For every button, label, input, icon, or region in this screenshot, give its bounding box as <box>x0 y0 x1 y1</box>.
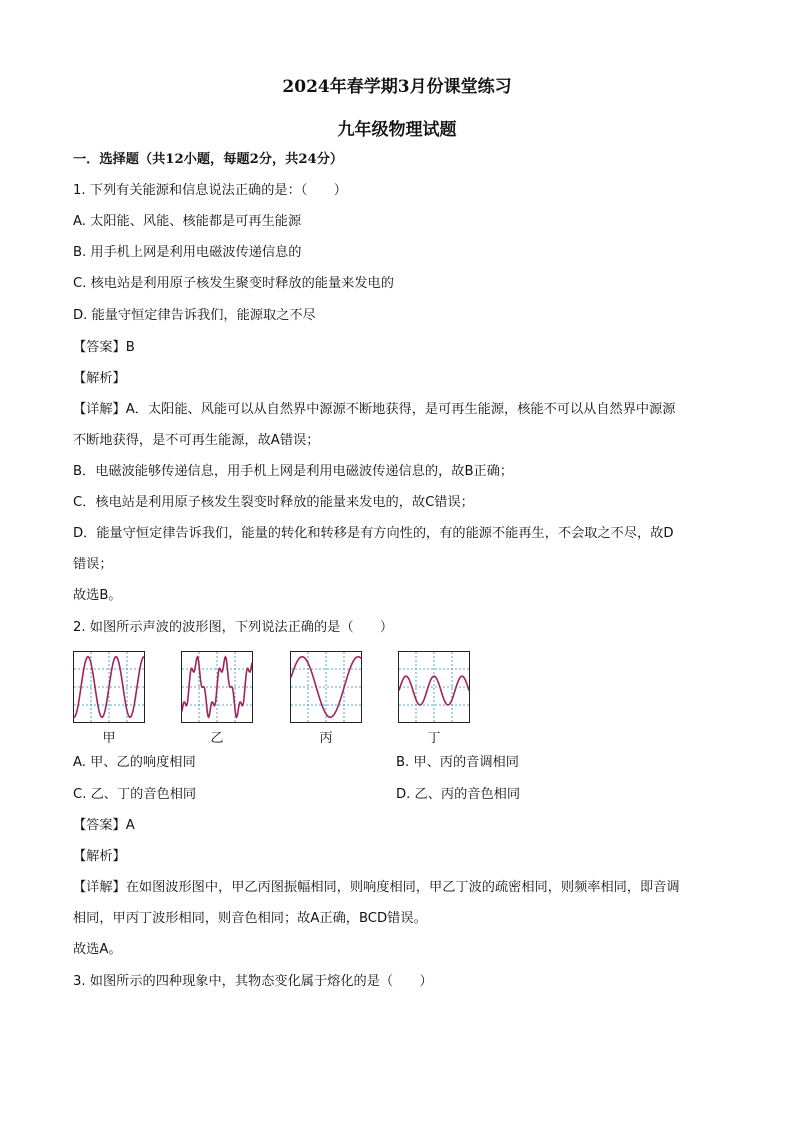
q1-answer: 【答案】B <box>73 340 135 355</box>
figure-label-bing: 丙 <box>319 731 333 746</box>
q1-detail-6: 错误； <box>73 557 113 572</box>
page-subtitle: 九年级物理试题 <box>337 120 457 140</box>
waveform-jia <box>73 651 145 723</box>
q2-detail-1: 【详解】在如图波形图中，甲乙丙图振幅相同，则响度相同，甲乙丁波的疏密相同，则频率相同，即音调 <box>73 880 680 895</box>
waveform-frame <box>399 652 470 723</box>
figure-label-jia: 甲 <box>102 731 116 746</box>
waveform-yi <box>181 651 253 723</box>
q1-detail-2: 不断地获得，是不可再生能源，故A错误； <box>73 433 320 448</box>
page-title: 2024年春学期3月份课堂练习 <box>282 77 512 97</box>
q1-stem: 1. 下列有关能源和信息说法正确的是：（ ） <box>73 183 347 198</box>
q2-option-c: C. 乙、丁的音色相同 <box>73 787 197 802</box>
q2-option-b: B. 甲、丙的音调相同 <box>396 755 519 770</box>
q1-option-d: D. 能量守恒定律告诉我们，能源取之不尽 <box>73 308 316 323</box>
q2-detail-2: 相同，甲丙丁波形相同，则音色相同；故A正确，BCD错误。 <box>73 911 427 926</box>
q1-analysis: 【解析】 <box>73 371 126 386</box>
q2-detail-3: 故选A。 <box>73 942 122 957</box>
q1-detail-7: 故选B。 <box>73 588 122 603</box>
waveform-ding <box>398 651 470 723</box>
waveform-bing <box>290 651 362 723</box>
q2-option-a: A. 甲、乙的响度相同 <box>73 755 196 770</box>
waveform-frame <box>291 652 362 723</box>
q1-detail-1: 【详解】A．太阳能、风能可以从自然界中源源不断地获得，是可再生能源，核能不可以从自然界中源源 <box>73 402 676 417</box>
q2-option-d: D. 乙、丙的音色相同 <box>396 787 521 802</box>
figure-label-yi: 乙 <box>210 731 224 746</box>
section-heading: 一．选择题（共12小题，每题2分，共24分） <box>73 152 344 167</box>
figure-label-ding: 丁 <box>427 731 441 746</box>
q1-detail-4: C．核电站是利用原子核发生裂变时释放的能量来发电的，故C错误； <box>73 495 474 510</box>
q2-stem: 2. 如图所示声波的波形图，下列说法正确的是（ ） <box>73 620 394 635</box>
q1-option-a: A. 太阳能、风能、核能都是可再生能源 <box>73 214 302 229</box>
q3-stem: 3. 如图所示的四种现象中，其物态变化属于熔化的是（ ） <box>73 974 433 989</box>
q1-detail-5: D．能量守恒定律告诉我们，能量的转化和转移是有方向性的，有的能源不能再生，不会取之不尽，故D <box>73 526 674 541</box>
q2-analysis: 【解析】 <box>73 849 126 864</box>
q1-option-c: C. 核电站是利用原子核发生聚变时释放的能量来发电的 <box>73 276 394 291</box>
q1-detail-3: B．电磁波能够传递信息，用手机上网是利用电磁波传递信息的，故B正确； <box>73 464 514 479</box>
q1-option-b: B. 用手机上网是利用电磁波传递信息的 <box>73 245 302 260</box>
q2-answer: 【答案】A <box>73 818 135 833</box>
